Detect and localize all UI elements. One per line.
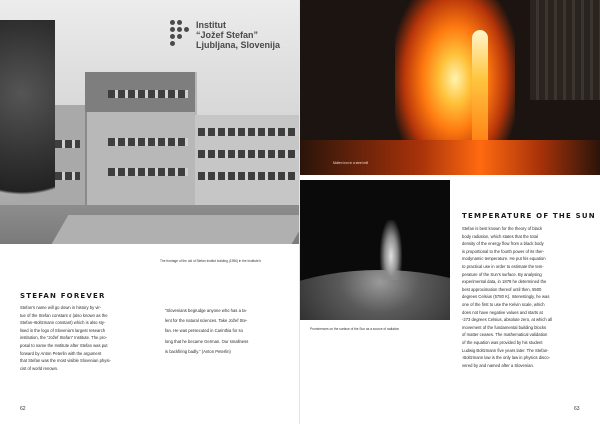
stefan-forever-body [20, 304, 138, 372]
logo-line-2: “Jožef Stefan” [196, 30, 259, 40]
body-line: vered by and named after a Slovenian. [462, 362, 534, 368]
section-title-temperature-of-the-sun: TEMPERATURE OF THE SUN [462, 212, 596, 220]
peterlin-quote [165, 306, 290, 357]
body-line: modynamic temperature. He put his equation [462, 256, 546, 262]
sun-photo-caption: Prominences on the surface of the Sun as a source of radiation [310, 327, 400, 331]
quote-line: lent for the natural sciences. Take Jožef Ste- [165, 318, 248, 324]
body-line: degrees Celsius (5780 K). Interestingly, he was [462, 294, 550, 300]
body-line: institution, the “Jožef Stefan” Institute. The pro- [20, 335, 107, 341]
ijs-logo [170, 20, 280, 50]
body-line: lised in the logo of Slovenia’s largest research [20, 327, 106, 333]
logo-dots-icon [170, 20, 190, 48]
body-line: does not have negative values and starts at [462, 309, 543, 315]
body-line: -Boltzmann law is the only law in physics disco- [462, 355, 550, 361]
body-line: is proportional to the fourth power of its ther- [462, 248, 545, 254]
body-line: posal to name the Institute after Stefan was put [20, 342, 108, 348]
body-line: Ludwig Boltzmann five years later. The Stefan- [462, 347, 549, 353]
body-line: -273 degrees Celsius, absolute zero, at which all [462, 317, 553, 323]
section-title-stefan-forever: STEFAN FOREVER [20, 292, 106, 300]
logo-line-3: Ljubljana, Slovenija [196, 40, 281, 50]
body-line: one of the first to use the Kelvin scale, which [462, 301, 545, 307]
body-line: tue of the Stefan constant σ (also known as the [20, 312, 108, 318]
logo-line-1: Institut [196, 20, 226, 30]
institute-building-photo [0, 0, 300, 244]
temperature-of-the-sun-body [462, 225, 580, 369]
right-page [300, 0, 600, 424]
body-line: Stefan is best known for the theory of black [462, 226, 543, 231]
body-line: Stefan’s name will go down in history by vir- [20, 305, 102, 310]
steel-photo-caption: Molten iron in a steel mill [333, 161, 369, 165]
quote-line: is backfiring badly.” (Anton Peterlin) [165, 348, 231, 354]
body-line: perature of the Sun’s surface. By analysing [462, 271, 542, 277]
body-line: of matter ceases. The mathematical validation [462, 332, 548, 338]
body-line: best approximation thereof until then, 5500 [462, 286, 542, 292]
body-line: forward by Anton Peterlin with the argument [20, 350, 102, 356]
body-line: movement of the fundamental building blocks [462, 324, 547, 330]
body-line: cist of world renown. [20, 365, 59, 371]
steel-mill-photo [300, 0, 600, 175]
body-line: that Stefan was the most visible Slovenian physi- [20, 358, 111, 364]
body-line: of the equation was provided by his student [462, 339, 543, 345]
building-photo-caption: The frontage of the old of Stefan Institut building (1956) in the Institute’s [160, 259, 261, 263]
body-line: to practical use in order to estimate the tem- [462, 263, 544, 269]
page-number-right: 63 [574, 406, 580, 412]
body-line: density of the energy flow from a black body [462, 241, 544, 247]
tree-silhouette [0, 20, 55, 230]
solar-prominence-photo [300, 180, 450, 320]
body-line: experimental data, in 1879 he determined the [462, 279, 547, 285]
page-number-left: 62 [20, 406, 26, 412]
body-line: body radiation, which states that the total [462, 233, 538, 239]
body-line: Stefan–Boltzmann constant) which is also sty- [20, 320, 106, 326]
quote-line: fan. He was persecuted in Carinthia for so [165, 328, 243, 334]
quote-line: “Slovenians begrudge anyone who has a ta- [165, 308, 247, 313]
quote-line: long that he became German. Our smallness [165, 338, 249, 344]
